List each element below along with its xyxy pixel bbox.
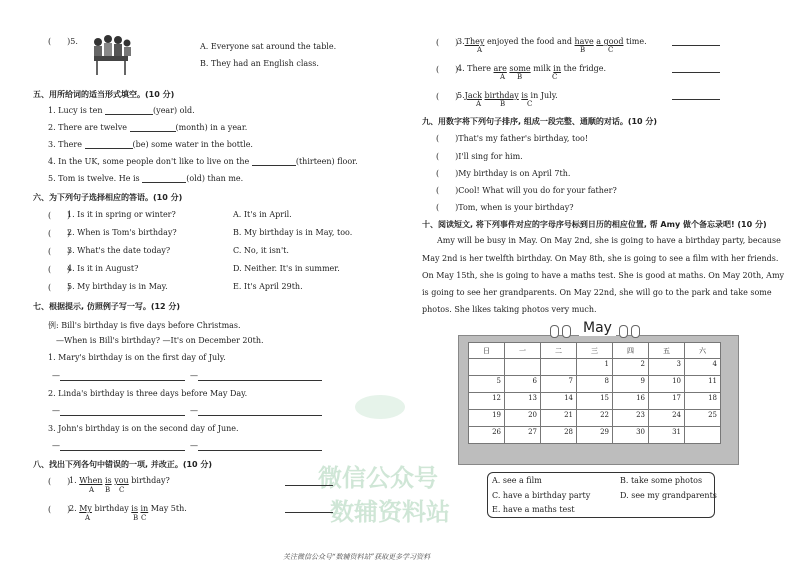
watermark-line2: 数辅资料站 — [330, 498, 450, 526]
calendar-day[interactable]: 2 — [613, 359, 649, 376]
label-b: B — [580, 46, 586, 54]
sec9-sentence: ( )My birthday is on April 7th. — [436, 169, 571, 178]
q-rest: May 5th. — [150, 504, 187, 513]
calendar-day[interactable]: 30 — [613, 427, 649, 444]
calendar-week — [469, 376, 721, 393]
option-b-word: birthday — [484, 91, 519, 100]
sec7-example-line2: —When is Bill's birthday? —It's on December 20th. — [56, 336, 264, 345]
label-b: B — [105, 486, 111, 494]
calendar-day[interactable]: 13 — [505, 393, 541, 410]
calendar-day[interactable]: 23 — [613, 410, 649, 427]
weekday-label: 五 — [649, 343, 685, 359]
sec9-sentence: ( )That's my father's birthday, too! — [436, 134, 589, 143]
q-rest: in July. — [530, 91, 558, 100]
calendar-ring-icon — [619, 325, 628, 338]
q3-hint: (be) some water in the bottle. — [132, 140, 253, 149]
q4-blank[interactable] — [252, 157, 296, 166]
footer-note: 关注微信公众号“数辅资料站”获取更多学习资料 — [283, 553, 431, 561]
correction-line[interactable] — [285, 512, 333, 513]
sec8-q1 — [69, 476, 170, 485]
sec8-q5-paren[interactable]: ( ) — [436, 92, 459, 101]
q-num: 3. — [457, 37, 465, 46]
family-dinner-icon — [88, 32, 134, 76]
option-b-word: is — [105, 476, 112, 485]
sec6-paren[interactable]: ( ) — [48, 211, 71, 220]
sec6-answer: A. It's in April. — [233, 210, 292, 219]
sec8-q3 — [457, 37, 647, 46]
q-num: 2. — [69, 504, 77, 513]
top-q5-option-b: B. They had an English class. — [200, 59, 319, 68]
calendar-day[interactable] — [685, 427, 721, 444]
sec9-sentence: ( )I'll sing for him. — [436, 152, 523, 161]
top-q5-option-a: A. Everyone sat around the table. — [200, 42, 337, 51]
sec7-example-line1: 例: Bill's birthday is five days before Christmas. — [48, 321, 241, 330]
calendar-week — [469, 427, 721, 444]
section8-title: 八、找出下列各句中错误的一项, 并改正。(10 分) — [33, 460, 213, 469]
calendar-day[interactable]: 16 — [613, 393, 649, 410]
weekday-label: 二 — [541, 343, 577, 359]
option-c-word: in — [553, 64, 562, 73]
calendar-day[interactable]: 18 — [685, 393, 721, 410]
calendar-month-label: May — [579, 320, 616, 336]
label-b: B — [133, 514, 139, 522]
passage-line: Amy will be busy in May. On May 2nd, she is going to have a birthday party, because — [437, 236, 781, 245]
option-c-word: is — [521, 91, 528, 100]
sec5-q5 — [48, 174, 243, 183]
label-c: C — [141, 514, 147, 522]
section7-title: 七、根据提示, 仿照例子写一写。(12 分) — [33, 302, 181, 311]
sec9-sentence: ( )Tom, when is your birthday? — [436, 203, 574, 212]
sec7-q1: 1. Mary's birthday is on the first day of July. — [48, 353, 226, 362]
may-calendar — [458, 335, 739, 465]
label-c: C — [608, 46, 614, 54]
answer-line[interactable] — [60, 415, 185, 416]
correction-line[interactable] — [672, 72, 720, 73]
watermark-logo — [355, 395, 405, 419]
calendar-day[interactable]: 9 — [613, 376, 649, 393]
family-dinner-picture — [88, 32, 134, 76]
answer-dash: — — [52, 406, 60, 415]
sec6-paren[interactable]: ( ) — [48, 283, 71, 292]
sec8-q2-paren[interactable]: ( ) — [48, 505, 71, 514]
sec8-q5 — [457, 91, 558, 100]
label-b: B — [500, 100, 506, 108]
calendar-day[interactable]: 31 — [649, 427, 685, 444]
top-q5-number: ( )5. — [48, 37, 78, 46]
calendar-day[interactable]: 8 — [577, 376, 613, 393]
q1-blank[interactable] — [105, 106, 153, 115]
calendar-day[interactable]: 3 — [649, 359, 685, 376]
calendar-day[interactable]: 24 — [649, 410, 685, 427]
passage-line: is going to see her grandparents. On May 22nd, she will go to the park and take some — [422, 288, 772, 297]
sec5-q2 — [48, 123, 247, 132]
q5-text: 5. Tom is twelve. He is — [48, 174, 140, 183]
answer-dash: — — [190, 406, 198, 415]
q3-text: 3. There — [48, 140, 82, 149]
calendar-day[interactable] — [541, 359, 577, 376]
label-a: A — [477, 46, 483, 54]
calendar-day[interactable]: 6 — [505, 376, 541, 393]
calendar-ring-icon — [562, 325, 571, 338]
label-b: B — [517, 73, 523, 81]
calendar-day[interactable]: 27 — [505, 427, 541, 444]
option-a-word: are — [493, 64, 507, 73]
q-rest: time. — [626, 37, 647, 46]
correction-line[interactable] — [672, 99, 720, 100]
sec6-question: 2. When is Tom's birthday? — [67, 228, 177, 237]
label-a: A — [500, 73, 506, 81]
answer-line[interactable] — [198, 415, 322, 416]
q4-text: 4. In the UK, some people don't like to live on the — [48, 157, 250, 166]
calendar-day[interactable]: 15 — [577, 393, 613, 410]
sec6-answer: B. My birthday is in May, too. — [233, 228, 353, 237]
sec8-q4 — [457, 64, 606, 73]
sec6-paren[interactable]: ( ) — [48, 265, 71, 274]
answer-dash: — — [52, 441, 60, 450]
answer-dash: — — [190, 441, 198, 450]
calendar-day[interactable]: 28 — [541, 427, 577, 444]
calendar-day[interactable]: 10 — [649, 376, 685, 393]
event-option: C. have a birthday party — [492, 491, 591, 500]
correction-line[interactable] — [285, 485, 333, 486]
weekday-label: 日 — [469, 343, 505, 359]
sec6-paren[interactable]: ( ) — [48, 229, 71, 238]
q-rest: the fridge. — [563, 64, 607, 73]
sec7-q3: 3. John's birthday is on the second day of June. — [48, 424, 239, 433]
calendar-day[interactable]: 19 — [469, 410, 505, 427]
label-c: C — [527, 100, 533, 108]
answer-line[interactable] — [198, 450, 322, 451]
calendar-week — [469, 393, 721, 410]
q4-hint: (thirteen) floor. — [295, 157, 358, 166]
event-option: E. have a maths test — [492, 505, 575, 514]
option-a-word: Jack — [464, 91, 482, 100]
label-c: C — [119, 486, 125, 494]
event-option: B. take some photos — [620, 476, 703, 485]
calendar-week — [469, 359, 721, 376]
passage-line: May 2nd is her twelfth birthday. On May 8th, she is going to see a film with her friends. — [422, 254, 779, 263]
option-b-word: have — [574, 37, 594, 46]
label-c: C — [552, 73, 558, 81]
calendar-grid — [468, 342, 721, 444]
weekday-header-row — [469, 343, 721, 359]
section6-title: 六、为下列句子选择相应的答语。(10 分) — [33, 193, 183, 202]
event-option: A. see a film — [492, 476, 542, 485]
option-b-word: is — [131, 504, 138, 513]
option-a-word: When — [79, 476, 103, 485]
calendar-day[interactable]: 11 — [685, 376, 721, 393]
calendar-day[interactable] — [469, 359, 505, 376]
answer-line[interactable] — [60, 450, 185, 451]
calendar-day[interactable]: 12 — [469, 393, 505, 410]
calendar-day[interactable]: 4 — [685, 359, 721, 376]
q-num: 4. There — [457, 64, 491, 73]
q2-text: 2. There are twelve — [48, 123, 127, 132]
calendar-day[interactable]: 25 — [685, 410, 721, 427]
calendar-day[interactable]: 21 — [541, 410, 577, 427]
label-a: A — [85, 514, 91, 522]
calendar-day[interactable]: 5 — [469, 376, 505, 393]
sec6-answer: E. It's April 29th. — [233, 282, 303, 291]
correction-line[interactable] — [672, 45, 720, 46]
q2-blank[interactable] — [130, 123, 176, 132]
calendar-day[interactable] — [505, 359, 541, 376]
option-c-word: a good — [596, 37, 624, 46]
answer-line[interactable] — [198, 380, 322, 381]
sec6-question: 5. My birthday is in May. — [67, 282, 168, 291]
calendar-day[interactable]: 20 — [505, 410, 541, 427]
sec7-q2: 2. Linda's birthday is three days before May Day. — [48, 389, 248, 398]
calendar-day[interactable]: 14 — [541, 393, 577, 410]
q-num: 5. — [457, 91, 465, 100]
event-options-box — [487, 472, 715, 518]
sec8-q2 — [69, 504, 187, 513]
q-mid: birthday — [94, 504, 129, 513]
calendar-week — [469, 410, 721, 427]
sec5-q3 — [48, 140, 253, 149]
calendar-ring-icon — [631, 325, 640, 338]
weekday-label: 四 — [613, 343, 649, 359]
q-mid: enjoyed the food and — [486, 37, 572, 46]
option-c-word: in — [140, 504, 149, 513]
option-b-word: some — [509, 64, 531, 73]
sec5-q1 — [48, 106, 195, 115]
sec5-q4 — [48, 157, 358, 166]
passage-line: photos. She likes taking photos very much. — [422, 305, 597, 314]
sec6-question: 4. Is it in August? — [67, 264, 139, 273]
weekday-label: 一 — [505, 343, 541, 359]
sec6-answer: D. Neither. It's in summer. — [233, 264, 340, 273]
q1-hint: (year) old. — [153, 106, 195, 115]
calendar-day[interactable]: 29 — [577, 427, 613, 444]
q1-text: 1. Lucy is ten — [48, 106, 103, 115]
q-mid: milk — [533, 64, 551, 73]
sec8-q3-paren[interactable]: ( ) — [436, 38, 459, 47]
section5-title: 五、用所给词的适当形式填空。(10 分) — [33, 90, 175, 99]
q2-hint: (month) in a year. — [175, 123, 248, 132]
option-a-word: My — [79, 504, 92, 513]
section10-title: 十、阅读短文, 将下列事件对应的字母序号标到日历的相应位置, 帮 Amy 做个备忘录吧! (10 分) — [422, 220, 767, 229]
label-a: A — [89, 486, 95, 494]
calendar-day[interactable]: 17 — [649, 393, 685, 410]
sec6-paren[interactable]: ( ) — [48, 247, 71, 256]
answer-dash: — — [190, 371, 198, 380]
calendar-day[interactable]: 1 — [577, 359, 613, 376]
q5-blank[interactable] — [142, 174, 186, 183]
label-a: A — [476, 100, 482, 108]
weekday-label: 三 — [577, 343, 613, 359]
q-rest: birthday? — [131, 476, 170, 485]
sec6-question: 3. What's the date today? — [67, 246, 171, 255]
calendar-day[interactable]: 7 — [541, 376, 577, 393]
option-a-word: They — [464, 37, 485, 46]
calendar-ring-icon — [550, 325, 559, 338]
sec8-q1-paren[interactable]: ( ) — [48, 477, 71, 486]
q-num: 1. — [69, 476, 77, 485]
sec6-question: 1. Is it in spring or winter? — [67, 210, 176, 219]
section9-title: 九、用数字将下列句子排序, 组成一段完整、通顺的对话。(10 分) — [422, 117, 658, 126]
watermark-line1: 微信公众号 — [318, 464, 438, 492]
answer-dash: — — [52, 371, 60, 380]
sec6-answer: C. No, it isn't. — [233, 246, 289, 255]
passage-line: On May 15th, she is going to have a maths test. She is good at maths. On May 20th, Amy — [422, 271, 785, 280]
sec8-q4-paren[interactable]: ( ) — [436, 65, 459, 74]
event-option: D. see my grandparents — [620, 491, 717, 500]
answer-line[interactable] — [60, 380, 185, 381]
q5-hint: (old) than me. — [186, 174, 244, 183]
q3-blank[interactable] — [85, 140, 133, 149]
option-c-word: you — [114, 476, 129, 485]
sec9-sentence: ( )Cool! What will you do for your father? — [436, 186, 617, 195]
calendar-day[interactable]: 26 — [469, 427, 505, 444]
calendar-day[interactable]: 22 — [577, 410, 613, 427]
weekday-label: 六 — [685, 343, 721, 359]
